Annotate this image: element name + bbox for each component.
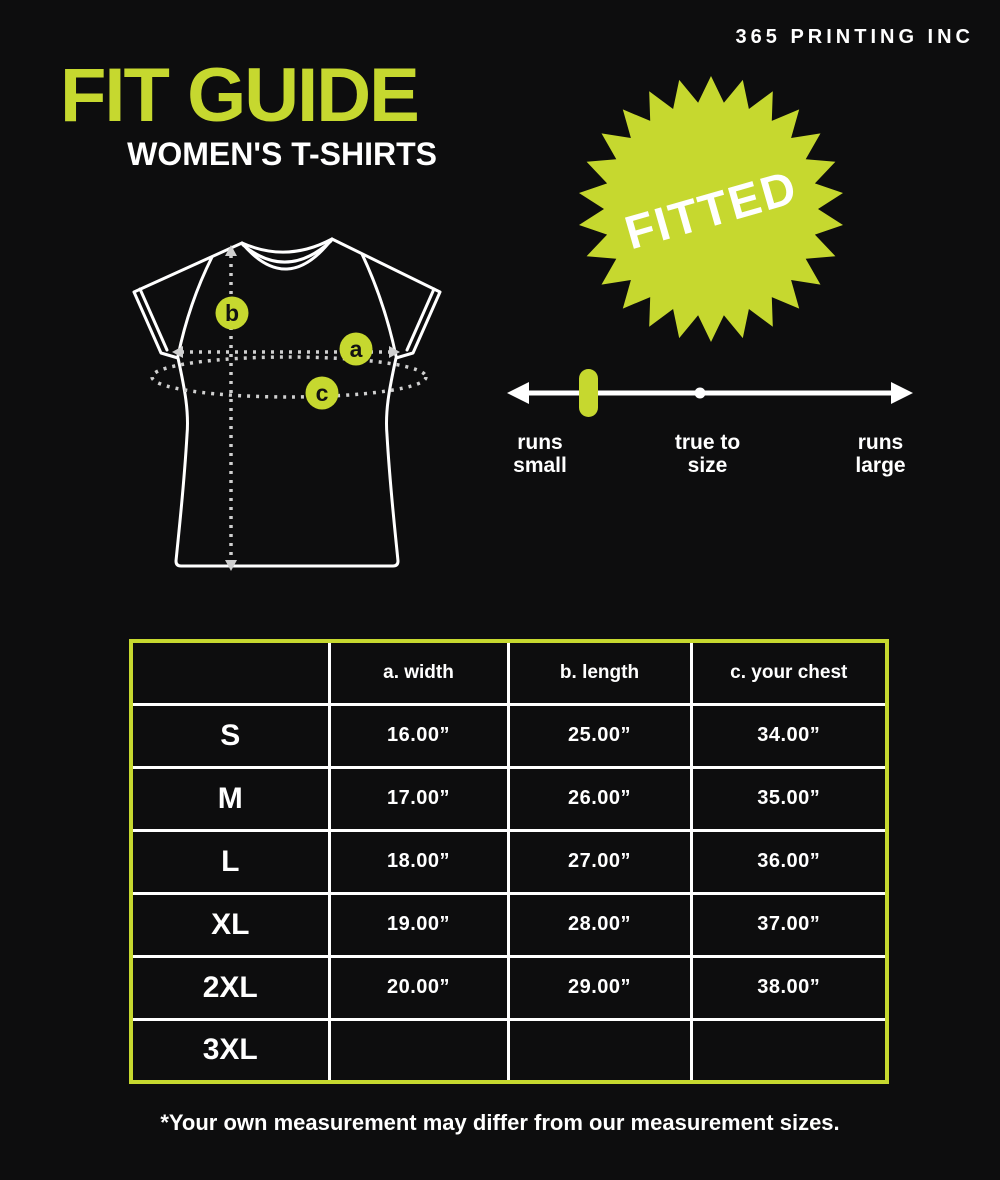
size-label: 3XL — [131, 1019, 329, 1082]
table-row — [131, 1019, 887, 1082]
page-subtitle: WOMEN'S T-SHIRTS — [127, 136, 437, 172]
tshirt-outline — [134, 239, 440, 566]
size-label: M — [131, 767, 329, 830]
marker-a-label: a — [349, 336, 363, 362]
left-sleeve-hem-line — [140, 289, 167, 350]
width-value: 18.00” — [329, 830, 508, 893]
right-sleeve-hem-line — [407, 289, 434, 350]
fitted-badge — [576, 74, 846, 344]
width-value — [329, 1019, 508, 1082]
length-value: 27.00” — [508, 830, 691, 893]
fitted-badge-label: FITTED — [618, 159, 804, 259]
length-value — [508, 1019, 691, 1082]
size-label: 2XL — [131, 956, 329, 1019]
scale-label-runs-large: runs large — [855, 431, 906, 477]
width-value: 16.00” — [329, 704, 508, 767]
col-header-chest: c. your chest — [691, 641, 887, 704]
brand-text: 365 PRINTING INC — [735, 26, 974, 48]
left-armhole-seam — [178, 257, 212, 356]
measure-arrowheads — [172, 245, 400, 571]
page-title: FIT GUIDE — [60, 53, 418, 138]
length-value: 28.00” — [508, 893, 691, 956]
size-label: XL — [131, 893, 329, 956]
chest-measure-ellipse — [152, 357, 426, 397]
width-value: 20.00” — [329, 956, 508, 1019]
chest-value: 37.00” — [691, 893, 887, 956]
chest-value: 34.00” — [691, 704, 887, 767]
chest-value: 38.00” — [691, 956, 887, 1019]
measurement-disclaimer: *Your own measurement may differ from our measurement sizes. — [160, 1110, 840, 1135]
chest-value: 35.00” — [691, 767, 887, 830]
table-row — [131, 704, 887, 767]
scale-label-runs-small: runs small — [513, 431, 567, 477]
col-header-size — [131, 641, 329, 704]
scale-label-true-to-size: true to size — [674, 431, 741, 477]
chest-value — [691, 1019, 887, 1082]
length-value: 29.00” — [508, 956, 691, 1019]
table-row — [131, 893, 887, 956]
marker-c-label: c — [315, 380, 329, 406]
header-row — [131, 641, 887, 704]
length-value: 25.00” — [508, 704, 691, 767]
table-row — [131, 956, 887, 1019]
length-value: 26.00” — [508, 767, 691, 830]
fit-scale — [505, 362, 915, 424]
size-label: L — [131, 830, 329, 893]
width-value: 17.00” — [329, 767, 508, 830]
size-chart-table — [129, 639, 889, 1084]
col-header-length: b. length — [508, 641, 691, 704]
width-value: 19.00” — [329, 893, 508, 956]
scale-midpoint-dot — [695, 388, 706, 399]
table-row — [131, 830, 887, 893]
diagram-markers — [216, 297, 373, 410]
marker-b-label: b — [224, 300, 240, 326]
table-row — [131, 767, 887, 830]
scale-left-arrowhead — [507, 382, 529, 404]
scale-indicator — [579, 369, 598, 417]
col-header-width: a. width — [329, 641, 508, 704]
tshirt-diagram — [115, 225, 460, 575]
chest-value: 36.00” — [691, 830, 887, 893]
size-label: S — [131, 704, 329, 767]
scale-right-arrowhead — [891, 382, 913, 404]
